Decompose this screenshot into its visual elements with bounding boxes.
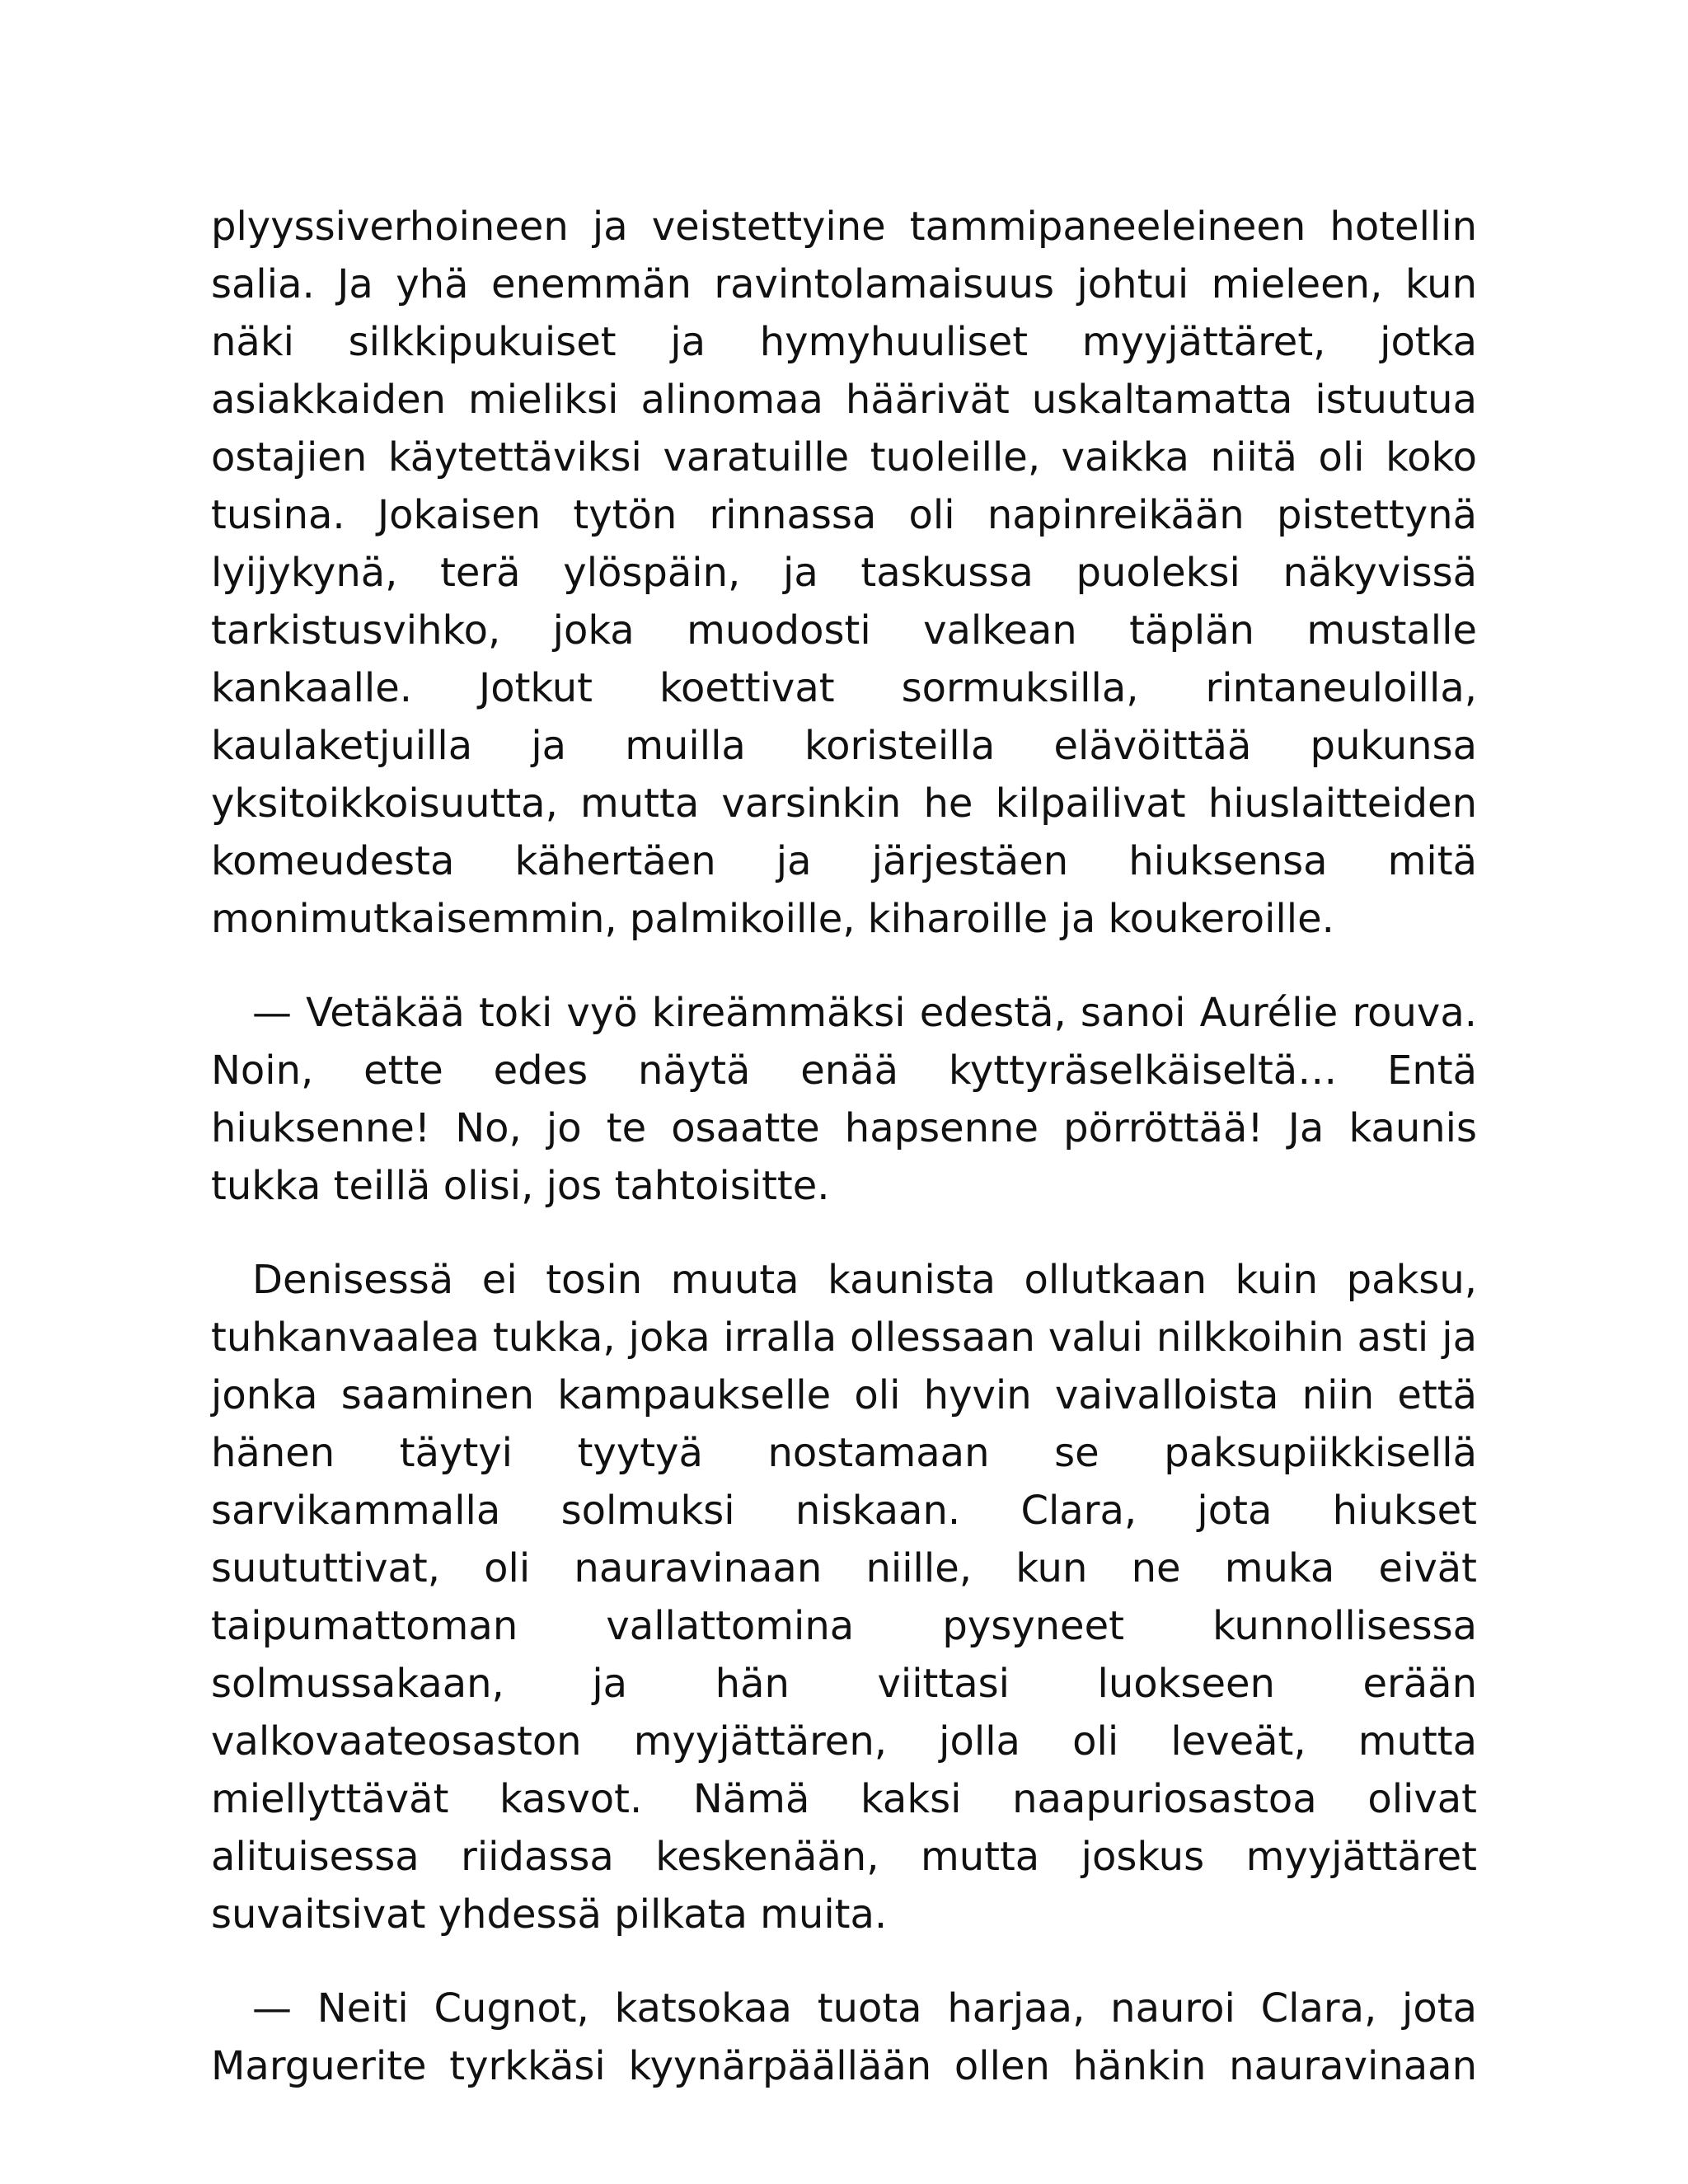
body-text [211, 198, 1477, 2131]
paragraph-4: — Neiti Cugnot, katsokaa tuota harjaa, nauroi Clara, jota Marguerite tyrkkäsi kyynärpäällään ollen hänkin nauravinaan [211, 1985, 1477, 2089]
paragraph-2: — Vetäkää toki vyö kireämmäksi edestä, sanoi Aurélie rouva. Noin, ette edes näytä enää kyttyräselkäiseltä… Entä hiuksenne! No, jo te osaatte hapsenne pörröttää! Ja kaunis tukka teillä olisi, jos tahtoisitte. [211, 990, 1477, 1209]
paragraph-1: plyyssiverhoineen ja veistettyine tammipaneeleineen hotellin salia. Ja yhä enemmän ravintolamaisuus johtui mieleen, kun näki silkkipukuiset ja hymyhuuliset myyjättäret, jotka asiakkaiden mieliksi alinomaa häärivät uskaltamatta istuutua ostajien käytettäviksi varatuille tuoleille, vaikka niitä oli koko tusina. Jokaisen tytön rinnassa oli napinreikään pistettynä lyijykynä, terä ylöspäin, ja taskussa puoleksi näkyvissä tarkistusvihko, joka muodosti valkean täplän mustalle kankaalle. Jotkut koettivat sormuksilla, rintaneuloilla, kaulaketjuilla ja muilla koristeilla elävöittää pukunsa yksitoikkoisuutta, mutta varsinkin he kilpailivat hiuslaitteiden komeudesta kähertäen ja järjestäen hiuksensa mitä monimutkaisemmin, palmikoille, kiharoille ja koukeroille. [211, 204, 1477, 942]
paragraph-3: Denisessä ei tosin muuta kaunista ollutkaan kuin paksu, tuhkanvaalea tukka, joka irralla ollessaan valui nilkkoihin asti ja jonka saaminen kampaukselle oli hyvin vaivalloista niin että hänen täytyi tyytyä nostamaan se paksupiikkisellä sarvikammalla solmuksi niskaan. Clara, jota hiukset suututtivat, oli nauravinaan niille, kun ne muka eivät taipumattoman vallattomina pysyneet kunnollisessa solmussakaan, ja hän viittasi luokseen erään valkovaateosaston myyjättären, jolla oli leveät, mutta miellyttävät kasvot. Nämä kaksi naapuriosastoa olivat alituisessa riidassa keskenään, mutta joskus myyjättäret suvaitsivat yhdessä pilkata muita. [211, 1257, 1477, 1938]
